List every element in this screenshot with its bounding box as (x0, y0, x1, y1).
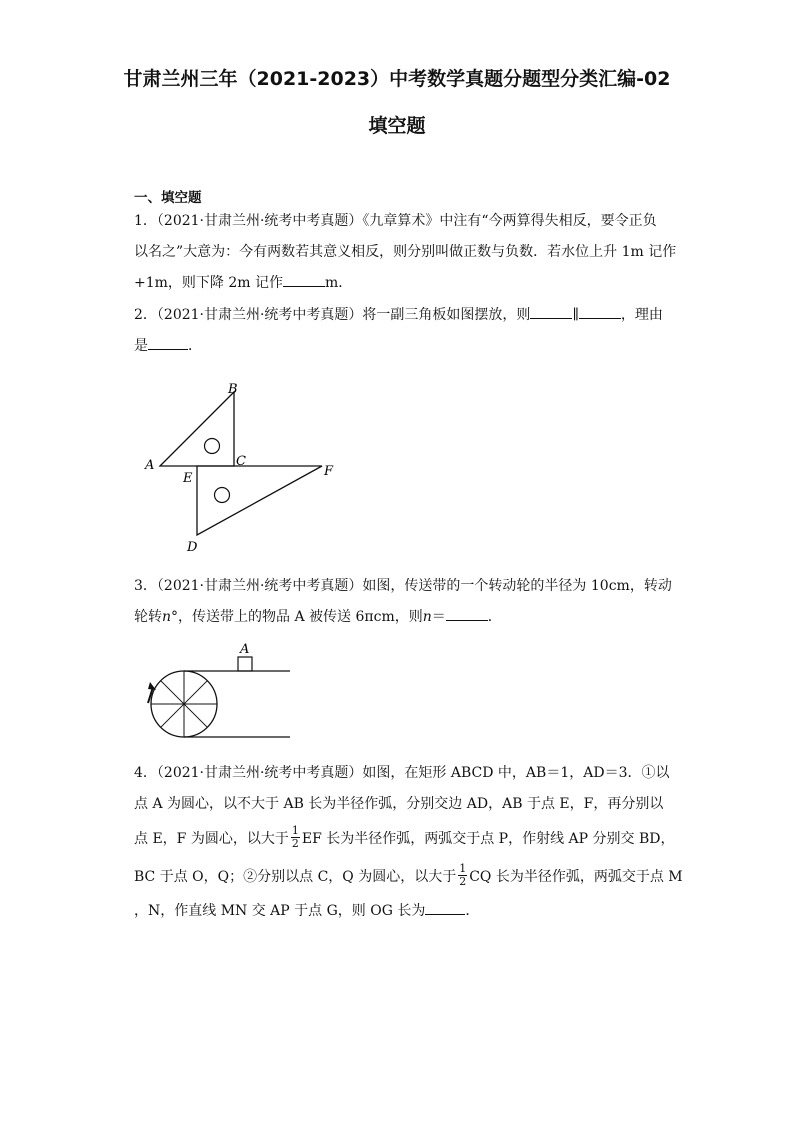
fraction-denominator: 2 (459, 874, 467, 888)
equals-sign: ＝ (431, 609, 446, 625)
question-3-text-mid: °，传送带上的物品 A 被传送 6πcm，则 (171, 609, 423, 625)
question-1 (134, 206, 677, 299)
answer-blank (446, 603, 488, 621)
conveyor-belt-figure (140, 640, 300, 750)
question-2-period: ． (188, 338, 202, 354)
fraction-denominator: 2 (291, 836, 299, 850)
question-4-line-3 (134, 820, 675, 858)
question-4-line-5 (134, 896, 662, 927)
question-1-line-1: 1．（2021·甘肃兰州·统考中考真题）《九章算术》中注有“今两算得失相反，要令正负 (134, 213, 657, 229)
answer-blank (530, 301, 572, 319)
label-B: B (228, 382, 238, 397)
fraction-one-half (291, 825, 300, 850)
variable-n: n (162, 609, 172, 625)
question-2-text-end: ，理由 (620, 307, 663, 323)
question-4-text: BC 于点 O，Q；②分别以点 C，Q 为圆心，以大于 (134, 869, 457, 885)
label-D: D (187, 540, 198, 555)
question-4-period: ． (465, 903, 480, 919)
answer-blank (579, 301, 621, 319)
question-3 (134, 571, 672, 633)
fraction-numerator: 1 (291, 823, 299, 837)
question-2-line-1 (134, 300, 662, 331)
variable-n: n (422, 609, 432, 625)
question-1-line-2: 以名之”大意为：今有两数若其意义相反，则分别叫做正数与负数．若水位上升 1m 记作 (134, 244, 677, 260)
wheel-spokes (151, 671, 217, 737)
fraction-one-half (458, 863, 467, 888)
answer-blank (148, 332, 188, 350)
label-A: A (145, 458, 155, 473)
question-3-line-2 (134, 602, 662, 633)
question-1-unit: m． (325, 275, 353, 291)
question-2-text: 2．（2021·甘肃兰州·统考中考真题）将一副三角板如图摆放，则 (134, 307, 531, 323)
question-3-text: 轮转 (134, 609, 162, 625)
section-heading: 一、填空题 (134, 190, 202, 206)
question-2-reason-label: 是 (134, 338, 148, 354)
question-1-line-3 (134, 268, 662, 299)
question-1-text: +1m，则下降 2m 记作 (134, 275, 283, 291)
label-E: E (183, 471, 193, 486)
question-4-line-4 (134, 858, 683, 896)
question-2 (134, 300, 662, 362)
question-4 (134, 758, 683, 927)
fraction-numerator: 1 (459, 861, 467, 875)
question-4-text-cont: EF 长为半径作弧，两弧交于点 P，作射线 AP 分别交 BD， (301, 831, 675, 847)
lower-triangle (197, 466, 322, 535)
question-4-line-1: 4．（2021·甘肃兰州·统考中考真题）如图，在矩形 ABCD 中，AB＝1，AD＝3．①以 (134, 765, 670, 781)
lower-triangle-hole (215, 488, 230, 503)
document-title: 甘肃兰州三年（2021-2023）中考数学真题分题型分类汇编-02 (123, 68, 671, 90)
answer-blank (425, 897, 465, 915)
rotation-arrowhead-icon (148, 682, 156, 690)
question-4-text-cont: CQ 长为半径作弧，两弧交于点 M (469, 869, 683, 885)
answer-blank (283, 269, 325, 287)
upper-triangle (160, 392, 234, 466)
upper-triangle-hole (205, 439, 220, 454)
set-squares-figure (130, 372, 350, 562)
document-subtitle: 填空题 (368, 115, 426, 137)
question-4-text: ，N，作直线 MN 交 AP 于点 G，则 OG 长为 (134, 903, 426, 919)
object-A (238, 657, 252, 671)
question-4-text: 点 E，F 为圆心，以大于 (134, 831, 289, 847)
label-object-A: A (240, 642, 250, 657)
label-F: F (324, 464, 334, 479)
question-3-period: ． (487, 609, 502, 625)
question-2-line-2 (134, 331, 662, 362)
parallel-symbol: ∥ (572, 307, 579, 323)
question-4-line-2: 点 A 为圆心，以不大于 AB 长为半径作弧，分别交边 AD，AB 于点 E，F，再分别以 (134, 796, 664, 812)
question-3-line-1: 3．（2021·甘肃兰州·统考中考真题）如图，传送带的一个转动轮的半径为 10cm，转动 (134, 578, 672, 594)
label-C: C (236, 454, 246, 469)
